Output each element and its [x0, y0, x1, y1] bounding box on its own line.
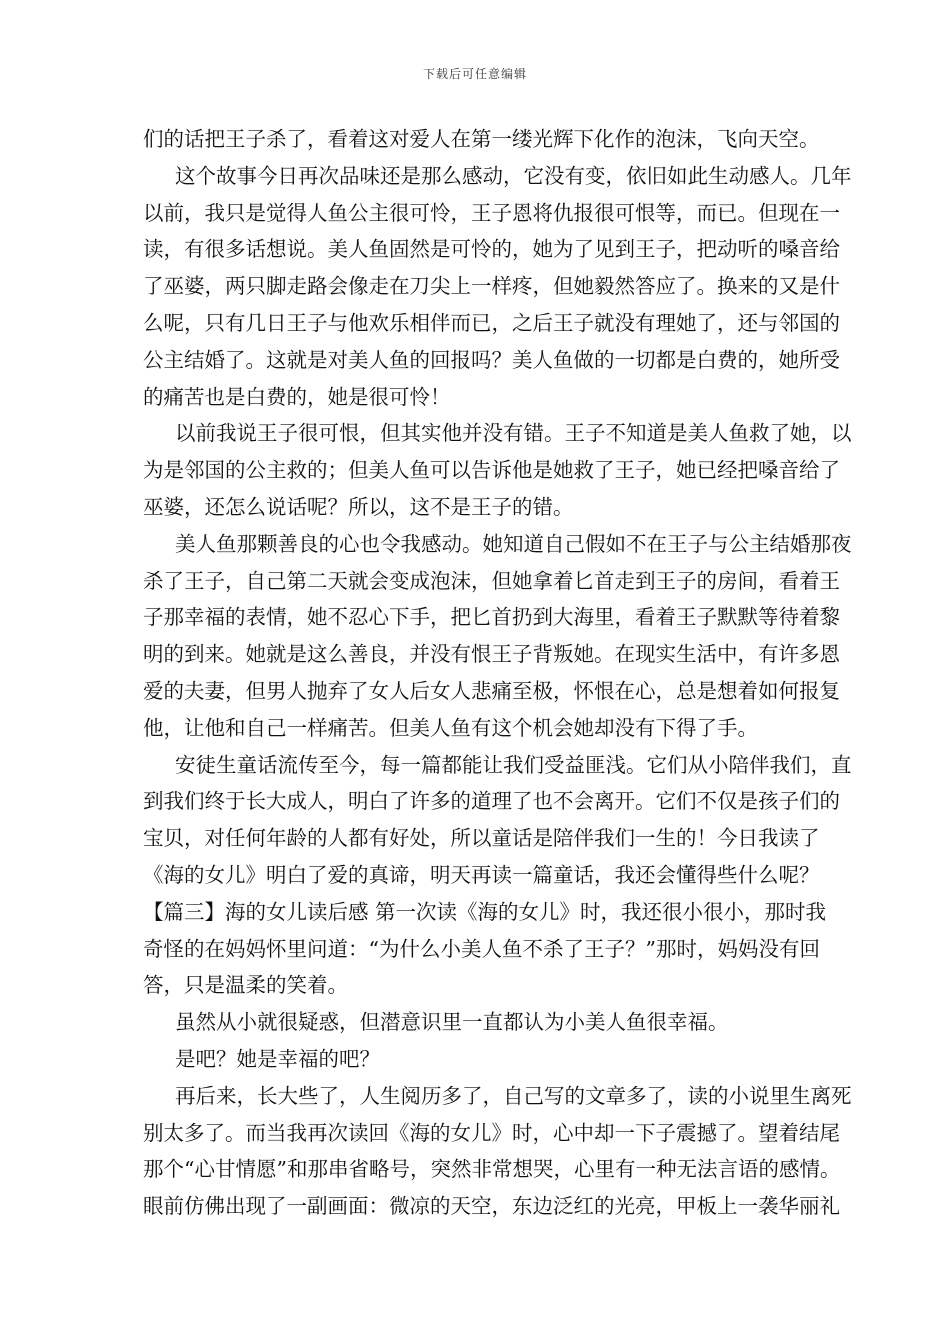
text-line: 读，有很多话想说。美人鱼固然是可怜的，她为了见到王子，把动听的嗓音给	[143, 237, 840, 262]
text-line: 宝贝，对任何年龄的人都有好处，所以童话是陪伴我们一生的！今日我读了	[143, 826, 820, 851]
text-line: 别太多了。而当我再次读回《海的女儿》时，心中却一下子震撼了。望着结尾	[143, 1120, 840, 1145]
text-line: 们的话把王子杀了，看着这对爱人在第一缕光辉下化作的泡沫，飞向天空。	[143, 127, 820, 151]
text-line: 奇怪的在妈妈怀里问道：“为什么小美人鱼不杀了王子？”那时，妈妈没有回	[143, 936, 820, 961]
text-line: 那个“心甘情愿”和那串省略号，突然非常想哭，心里有一种无法言语的感情。	[143, 1157, 841, 1182]
text-line: 安徒生童话流传至今，每一篇都能让我们受益匪浅。它们从小陪伴我们，直	[175, 752, 852, 777]
page-header: 下载后可任意编辑	[422, 67, 527, 81]
text-line: 公主结婚了。这就是对美人鱼的回报吗？美人鱼做的一切都是白费的，她所受	[143, 347, 840, 372]
text-line: 答，只是温柔的笑着。	[143, 973, 348, 998]
text-line: 以前，我只是觉得人鱼公主很可怜，王子恩将仇报很可恨等，而已。但现在一	[143, 200, 840, 225]
text-line: 再后来，长大些了，人生阅历多了，自己写的文章多了，读的小说里生离死	[175, 1083, 852, 1108]
text-line: 【篇三】海的女儿读后感 第一次读《海的女儿》时，我还很小很小，那时我	[143, 899, 827, 924]
text-line: 巫婆，还怎么说话呢？所以，这不是王子的错。	[143, 494, 574, 519]
text-line: 以前我说王子很可恨，但其实他并没有错。王子不知道是美人鱼救了她，以	[175, 421, 852, 446]
text-line: 的痛苦也是白费的，她是很可怜！	[143, 384, 451, 409]
document-body	[143, 121, 852, 1225]
text-line: 爱的夫妻，但男人抛弃了女人后女人悲痛至极，怀恨在心，总是想着如何报复	[143, 678, 840, 703]
text-line: 这个故事今日再次品味还是那么感动，它没有变，依旧如此生动感人。几年	[175, 163, 852, 188]
text-line: 么呢，只有几日王子与他欢乐相伴而已，之后王子就没有理她了，还与邻国的	[143, 310, 840, 335]
text-line: 是吧？她是幸福的吧？	[175, 1046, 380, 1071]
text-line: 《海的女儿》明白了爱的真谛，明天再读一篇童话，我还会懂得些什么呢？	[143, 862, 820, 887]
text-line: 虽然从小就很疑惑，但潜意识里一直都认为小美人鱼很幸福。	[175, 1010, 729, 1035]
text-line: 了巫婆，两只脚走路会像走在刀尖上一样疼，但她毅然答应了。换来的又是什	[143, 274, 840, 299]
text-line: 杀了王子，自己第二天就会变成泡沫，但她拿着匕首走到王子的房间，看着王	[143, 568, 840, 593]
text-line: 他，让他和自己一样痛苦。但美人鱼有这个机会她却没有下得了手。	[143, 715, 758, 740]
text-line: 美人鱼那颗善良的心也令我感动。她知道自己假如不在王子与公主结婚那夜	[175, 531, 852, 556]
text-line: 子那幸福的表情，她不忍心下手，把匕首扔到大海里，看着王子默默等待着黎	[143, 605, 840, 630]
text-line: 为是邻国的公主救的；但美人鱼可以告诉他是她救了王子，她已经把嗓音给了	[143, 458, 840, 483]
text-line: 到我们终于长大成人，明白了许多的道理了也不会离开。它们不仅是孩子们的	[143, 789, 840, 814]
text-line: 眼前仿佛出现了一副画面：微凉的天空，东边泛红的光亮，甲板上一袭华丽礼	[143, 1194, 840, 1219]
text-line: 明的到来。她就是这么善良，并没有恨王子背叛她。在现实生活中，有许多恩	[143, 642, 840, 667]
